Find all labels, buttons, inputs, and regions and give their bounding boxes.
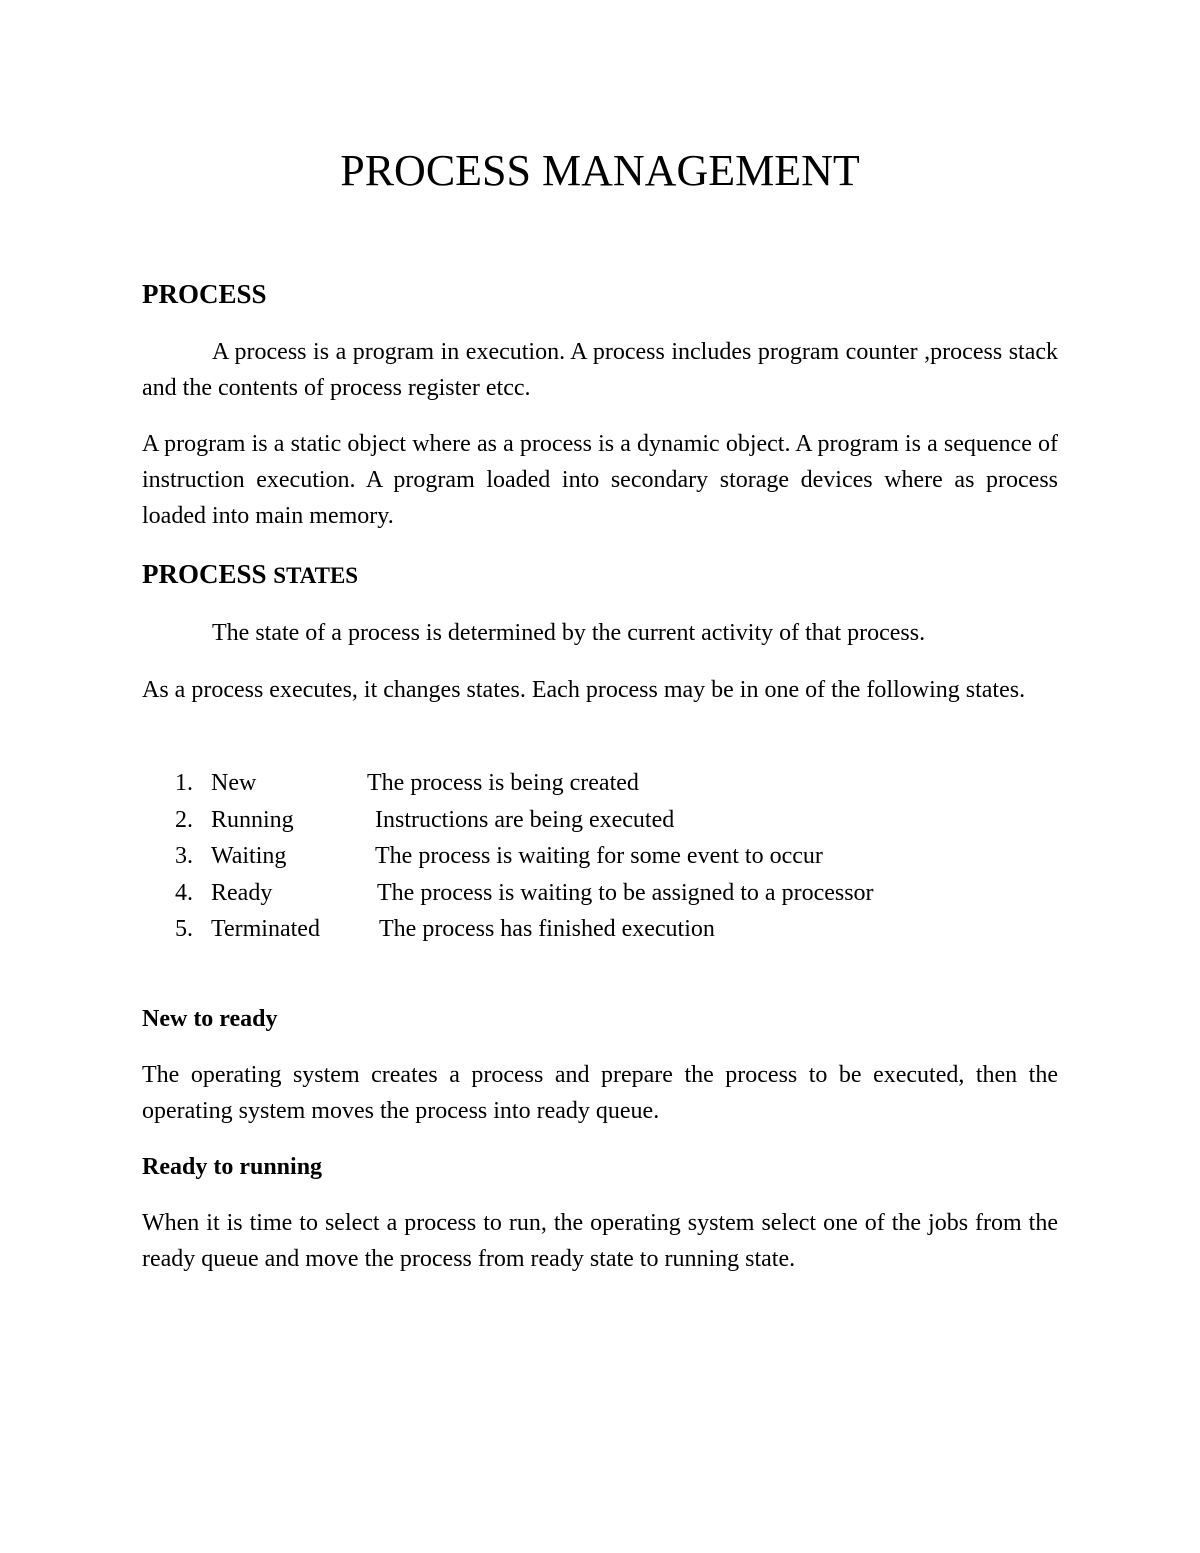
heading-tail-part: STATES [273,563,359,588]
state-description: The process is being created [367,770,639,796]
state-description: The process is waiting for some event to occur [375,843,823,869]
ready-to-running-paragraph: When it is time to select a process to run, the operating system select one of the jobs from the ready queue and move the process from ready state to running state. [142,1210,1058,1272]
section-heading-ready-to-running: Ready to running [142,1154,323,1180]
section-heading-process-states [142,558,358,592]
document-title: PROCESS MANAGEMENT [340,146,860,195]
state-item-running [142,802,1042,839]
state-number: 5. [175,916,193,942]
state-item-new [142,765,1042,802]
state-name: Ready [211,879,273,906]
process-paragraph-1: A process is a program in execution. A process includes program counter ,process stack and the contents of process register etcc. [142,339,1058,401]
state-name: Running [211,806,294,833]
state-number: 4. [175,879,193,906]
states-paragraph-2: As a process executes, it changes states. Each process may be in one of the following states. [142,677,1026,703]
process-paragraph-2: A program is a static object where as a process is a dynamic object. A program is a sequence of instruction execution. A program loaded into secondary storage devices where as process loaded into main memory. [142,431,1058,529]
section-heading-new-to-ready: New to ready [142,1006,278,1032]
state-item-waiting [142,838,1042,875]
state-item-terminated [142,911,1042,948]
states-paragraph-1: The state of a process is determined by the current activity of that process. [212,620,926,646]
state-description: The process is waiting to be assigned to a processor [377,879,874,906]
state-name: Terminated [211,916,320,942]
heading-main-part: PROCESS [142,559,267,589]
section-heading-process: PROCESS [142,279,267,309]
new-to-ready-paragraph: The operating system creates a process and prepare the process to be executed, then the operating system moves the process into ready queue. [142,1062,1058,1124]
state-name: New [211,770,257,796]
process-states-list [142,765,1042,948]
state-number: 2. [175,806,193,833]
state-number: 1. [175,770,193,796]
state-item-ready [142,875,1042,912]
state-description: Instructions are being executed [375,806,675,833]
state-description: The process has finished execution [379,916,715,942]
state-name: Waiting [211,843,287,869]
state-number: 3. [175,843,193,869]
